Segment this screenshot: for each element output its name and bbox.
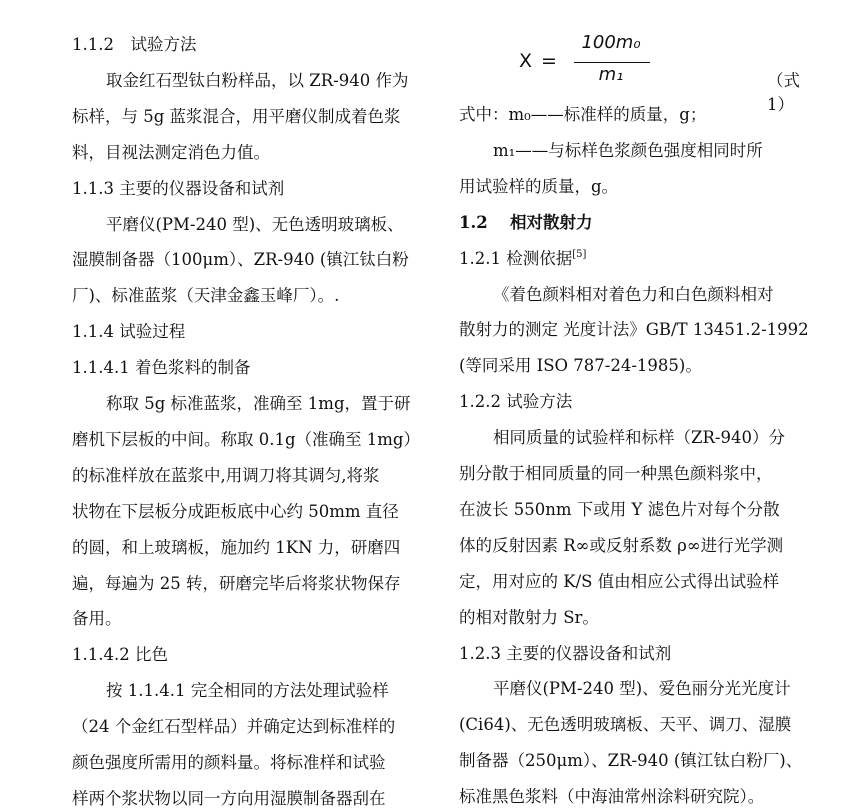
- left-text-line: [72, 788, 428, 810]
- line-text: (Ci64)、无色透明玻璃板、天平、调刀、湿膜: [459, 715, 792, 735]
- left-text-line: [72, 393, 428, 415]
- line-text: 状物在下层板分成距板底中心约 50mm 直径: [72, 501, 399, 521]
- line-text: 厂)、标准蓝浆（天津金鑫玉峰厂）。.: [72, 286, 340, 306]
- line-text: 《着色颜料相对着色力和白色颜料相对: [493, 284, 774, 304]
- line-text: 称取 5g 标准蓝浆，准确至 1mg，置于研: [106, 394, 411, 413]
- right-text-line: [459, 248, 819, 270]
- right-text-line: [459, 678, 819, 700]
- line-text: 平磨仪(PM-240 型)、无色透明玻璃板、: [106, 214, 404, 234]
- line-text: 颜色强度所需用的颜料量。将标准样和试验: [72, 753, 386, 772]
- line-text: 的标准样放在蓝浆中,用调刀将其调匀,将浆: [72, 465, 380, 485]
- right-text-line: [459, 571, 819, 593]
- right-text-line: [459, 427, 819, 449]
- right-text-line: [459, 607, 819, 629]
- citation-superscript: [5]: [572, 248, 587, 260]
- line-text: 备用。: [72, 609, 122, 629]
- line-text: 磨机下层板的中间。称取 0.1g（准确至 1mg）: [72, 429, 420, 449]
- line-text: 制备器（250μm）、ZR-940 (镇江钛白粉厂)、: [459, 751, 803, 771]
- line-text: （24 个金红石型样品）并确定达到标准样的: [72, 717, 396, 737]
- line-text: 1.1.4 试验过程: [72, 322, 186, 342]
- right-text-line: [459, 750, 819, 772]
- line-text: 样两个浆状物以同一方向用湿膜制备器刮在: [72, 788, 386, 808]
- line-text: 遍，每遍为 25 转，研磨完毕后将浆状物保存: [72, 573, 401, 593]
- fraction-bar: [574, 62, 650, 63]
- line-text: m₁——与标样色浆颜色强度相同时所: [493, 140, 763, 160]
- line-text: 湿膜制备器（100μm）、ZR-940 (镇江钛白粉: [72, 250, 409, 270]
- left-text-line: [72, 34, 428, 56]
- right-text-line: [459, 786, 819, 808]
- line-text: 1.2.2 试验方法: [459, 392, 573, 412]
- left-text-line: [72, 752, 428, 774]
- line-text: 1.2.3 主要的仪器设备和试剂: [459, 643, 672, 663]
- left-text-line: [72, 501, 428, 523]
- right-text-line: [459, 212, 819, 234]
- equation-numerator: 100m₀: [581, 32, 641, 53]
- right-text-line: [459, 284, 819, 306]
- left-text-line: [72, 178, 428, 200]
- left-text-line: [72, 429, 428, 451]
- left-text-line: [72, 716, 428, 738]
- line-text: 料，目视法测定消色力值。: [72, 142, 270, 162]
- line-text: 1.1.4.1 着色浆料的制备: [72, 358, 251, 378]
- right-text-line: [459, 104, 819, 126]
- line-text: 散射力的测定 光度计法》GB/T 13451.2-1992: [459, 320, 809, 340]
- line-text: 标准黑色浆料（中海油常州涂料研究院）。: [459, 787, 765, 807]
- left-text-line: [72, 357, 428, 379]
- right-text-line: [459, 355, 819, 377]
- line-text: (等同采用 ISO 787-24-1985)。: [459, 356, 702, 376]
- right-text-line: [459, 643, 819, 665]
- line-text: 1.2 相对散射力: [459, 212, 593, 232]
- right-text-line: [459, 176, 819, 198]
- line-text: 1.2.1 检测依据: [459, 248, 573, 268]
- right-text-line: [459, 140, 819, 162]
- line-text: 平磨仪(PM-240 型)、爱色丽分光光度计: [493, 679, 791, 699]
- line-text: 定，用对应的 K/S 值由相应公式得出试验样: [459, 571, 780, 591]
- equation-equals: =: [541, 50, 557, 72]
- line-text: 取金红石型钛白粉样品，以 ZR-940 作为: [106, 70, 409, 90]
- left-text-line: [72, 70, 428, 92]
- right-text-line: [459, 714, 819, 736]
- left-text-line: [72, 465, 428, 487]
- right-text-line: [459, 391, 819, 413]
- equation-1: [519, 30, 819, 114]
- equation-label: （式 1）: [767, 71, 800, 114]
- line-text: 式中：m₀——标准样的质量，g；: [459, 105, 707, 124]
- left-text-line: [72, 608, 428, 630]
- equation-lhs: X: [519, 50, 533, 72]
- line-text: 别分散于相同质量的同一种黑色颜料浆中，: [459, 464, 773, 483]
- line-text: 的相对散射力 Sr。: [459, 607, 599, 627]
- line-text: 体的反射因素 R∞或反射系数 ρ∞进行光学测: [459, 535, 784, 555]
- line-text: 在波长 550nm 下或用 Y 滤色片对每个分散: [459, 499, 780, 519]
- line-text: 相同质量的试验样和标样（ZR-940）分: [493, 428, 785, 448]
- right-text-line: [459, 499, 819, 521]
- left-text-line: [72, 214, 428, 236]
- line-text: 1.1.4.2 比色: [72, 645, 168, 665]
- right-text-line: [459, 463, 819, 485]
- left-text-line: [72, 537, 428, 559]
- left-text-line: [72, 249, 428, 271]
- line-text: 用试验样的质量，g。: [459, 176, 619, 196]
- left-text-line: [72, 680, 428, 702]
- left-text-line: [72, 573, 428, 595]
- left-text-line: [72, 106, 428, 128]
- equation-denominator: m₁: [598, 64, 624, 85]
- line-text: 1.1.2 试验方法: [72, 35, 197, 54]
- line-text: 按 1.1.4.1 完全相同的方法处理试验样: [106, 681, 389, 701]
- right-text-line: [459, 319, 819, 341]
- left-text-line: [72, 321, 428, 343]
- line-text: 1.1.3 主要的仪器设备和试剂: [72, 178, 285, 198]
- line-text: 的圆，和上玻璃板，施加约 1KN 力，研磨四: [72, 537, 401, 557]
- left-text-line: [72, 644, 428, 666]
- right-text-line: [459, 535, 819, 557]
- left-text-line: [72, 285, 428, 307]
- line-text: 标样，与 5g 蓝浆混合，用平磨仪制成着色浆: [72, 106, 401, 126]
- left-text-line: [72, 142, 428, 164]
